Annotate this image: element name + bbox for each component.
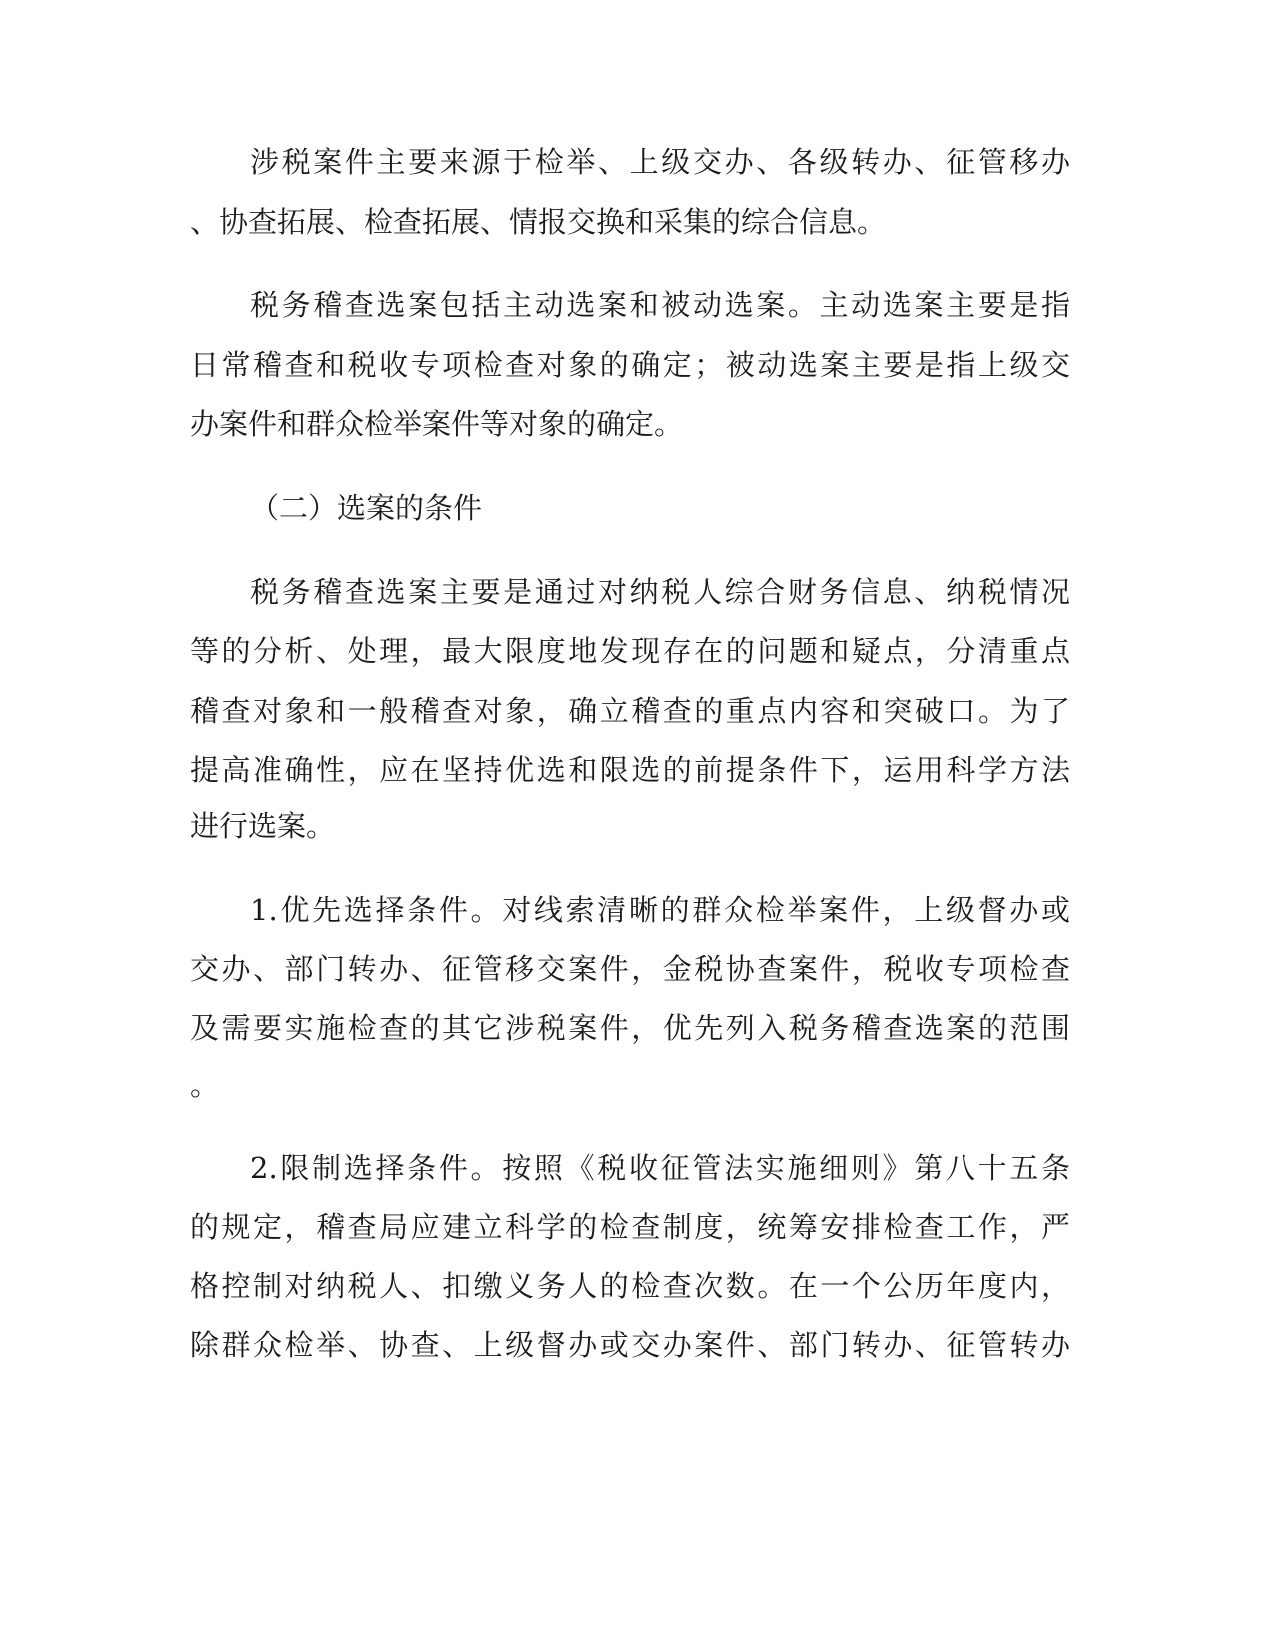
paragraph-2-line-3: 办案件和群众检举案件等对象的确定。 — [190, 407, 684, 441]
paragraph-4-line-1: 1.优先选择条件。对线索清晰的群众检举案件，上级督办或 — [250, 893, 1070, 927]
paragraph-5-line-2: 的规定，稽查局应建立科学的检查制度，统筹安排检查工作，严 — [190, 1210, 1070, 1244]
paragraph-1-line-2: 、协查拓展、检查拓展、情报交换和采集的综合信息。 — [190, 205, 887, 239]
section-heading: （二）选案的条件 — [250, 491, 483, 525]
paragraph-2-line-1: 税务稽查选案包括主动选案和被动选案。主动选案主要是指 — [250, 288, 1070, 322]
paragraph-3-line-2: 等的分析、处理，最大限度地发现存在的问题和疑点，分清重点 — [190, 634, 1070, 668]
paragraph-3-line-1: 税务稽查选案主要是通过对纳税人综合财务信息、纳税情况 — [250, 575, 1070, 609]
paragraph-4-line-3: 及需要实施检查的其它涉税案件，优先列入税务稽查选案的范围 — [190, 1011, 1070, 1045]
paragraph-1-line-1: 涉税案件主要来源于检举、上级交办、各级转办、征管移办 — [250, 145, 1070, 179]
paragraph-5-line-1: 2.限制选择条件。按照《税收征管法实施细则》第八十五条 — [250, 1151, 1070, 1185]
paragraph-4-line-2: 交办、部门转办、征管移交案件，金税协查案件，税收专项检查 — [190, 952, 1070, 986]
paragraph-3-line-5: 进行选案。 — [190, 809, 336, 843]
paragraph-4-line-4: 。 — [190, 1068, 220, 1102]
paragraph-3-line-4: 提高准确性，应在坚持优选和限选的前提条件下，运用科学方法 — [190, 753, 1070, 787]
paragraph-5-line-4: 除群众检举、协查、上级督办或交办案件、部门转办、征管转办 — [190, 1328, 1070, 1362]
paragraph-5-line-3: 格控制对纳税人、扣缴义务人的检查次数。在一个公历年度内， — [190, 1269, 1070, 1303]
paragraph-2-line-2: 日常稽查和税收专项检查对象的确定；被动选案主要是指上级交 — [190, 348, 1070, 382]
paragraph-3-line-3: 稽查对象和一般稽查对象，确立稽查的重点内容和突破口。为了 — [190, 694, 1070, 728]
